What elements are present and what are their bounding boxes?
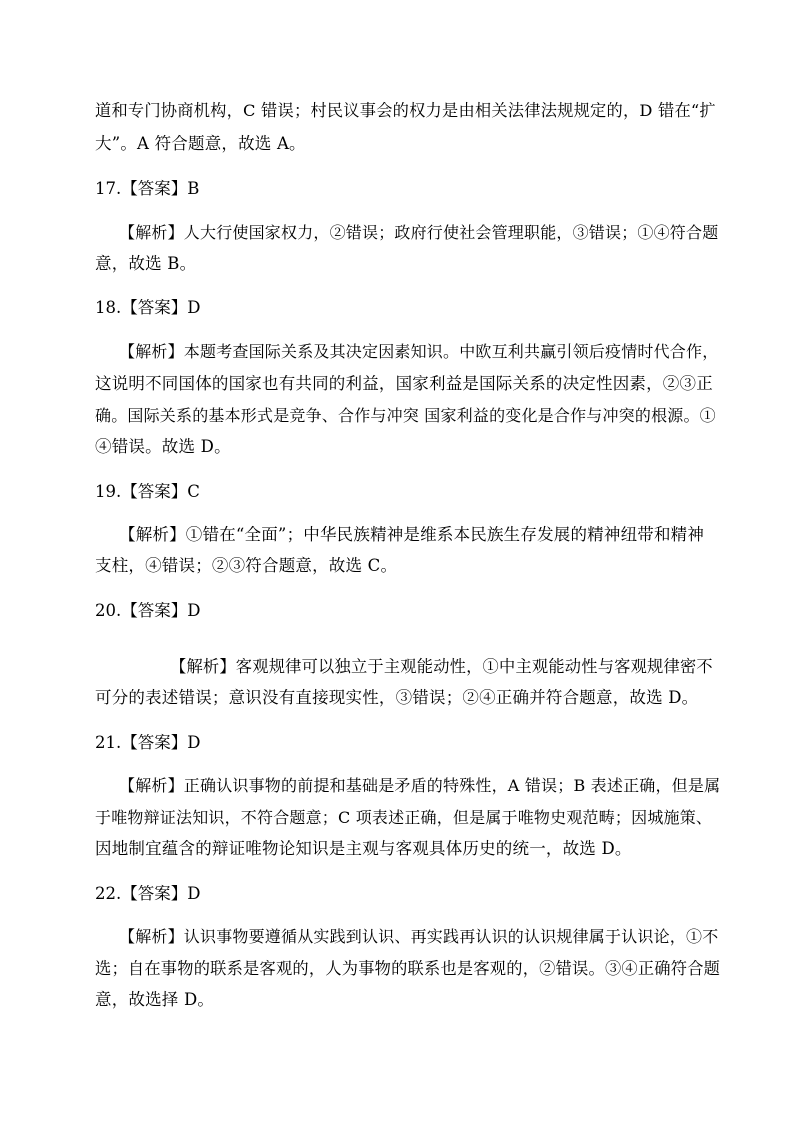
q19-analysis-line-2: 支柱，④错误；②③符合题意，故选 C。	[95, 556, 398, 575]
q21-analysis-line-2: 于唯物辩证法知识，不符合题意；C 项表述正确，但是属于唯物史观范畴；因城施策、	[95, 808, 713, 827]
continuation-line-1: 道和专门协商机构，C 错误；村民议事会的权力是由相关法律法规规定的，D 错在“扩	[95, 101, 716, 120]
q22-analysis-line-3: 意，故选择 D。	[95, 990, 215, 1009]
q18-analysis-line-1: 【解析】本题考查国际关系及其决定因素知识。中欧互利共赢引领后疫情时代合作，	[119, 342, 719, 361]
q22-analysis-line-1: 【解析】认识事物要遵循从实践到认识、再实践再认识的认识规律属于认识论，①不	[119, 927, 719, 946]
q20-analysis-line-2: 可分的表述错误；意识没有直接现实性，③错误；②④正确并符合题意，故选 D。	[95, 688, 699, 707]
q21-analysis-line-1: 【解析】正确认识事物的前提和基础是矛盾的特殊性，A 错误；B 表述正确，但是属	[119, 776, 721, 795]
q17-analysis-line-1: 【解析】人大行使国家权力，②错误；政府行使社会管理职能，③错误；①④符合题	[119, 223, 719, 242]
q17-answer: 17.【答案】B	[95, 179, 200, 198]
q18-analysis-line-4: ④错误。故选 D。	[95, 437, 231, 456]
q21-answer: 21.【答案】D	[95, 733, 201, 752]
q19-analysis-line-1: 【解析】①错在“全面”；中华民族精神是维系本民族生存发展的精神纽带和精神	[119, 525, 705, 544]
continuation-line-2: 大”。A 符合题意，故选 A。	[95, 134, 306, 153]
q19-answer: 19.【答案】C	[95, 482, 200, 501]
q18-analysis-line-3: 确。国际关系的基本形式是竞争、合作与冲突 国家利益的变化是合作与冲突的根源。①	[95, 406, 716, 425]
q18-analysis-line-2: 这说明不同国体的国家也有共同的利益，国家利益是国际关系的决定性因素，②③正	[95, 374, 713, 393]
q20-answer: 20.【答案】D	[95, 601, 201, 620]
q17-analysis-line-2: 意，故选 B。	[95, 254, 197, 273]
q21-analysis-line-3: 因地制宜蕴含的辩证唯物论知识是主观与客观具体历史的统一，故选 D。	[95, 839, 632, 858]
q22-analysis-line-2: 选；自在事物的联系是客观的，人为事物的联系也是客观的，②错误。③④正确符合题	[95, 959, 721, 978]
q20-analysis-line-1: 【解析】客观规律可以独立于主观能动性，①中主观能动性与客观规律密不	[170, 657, 713, 676]
q18-answer: 18.【答案】D	[95, 298, 201, 317]
q22-answer: 22.【答案】D	[95, 884, 201, 903]
